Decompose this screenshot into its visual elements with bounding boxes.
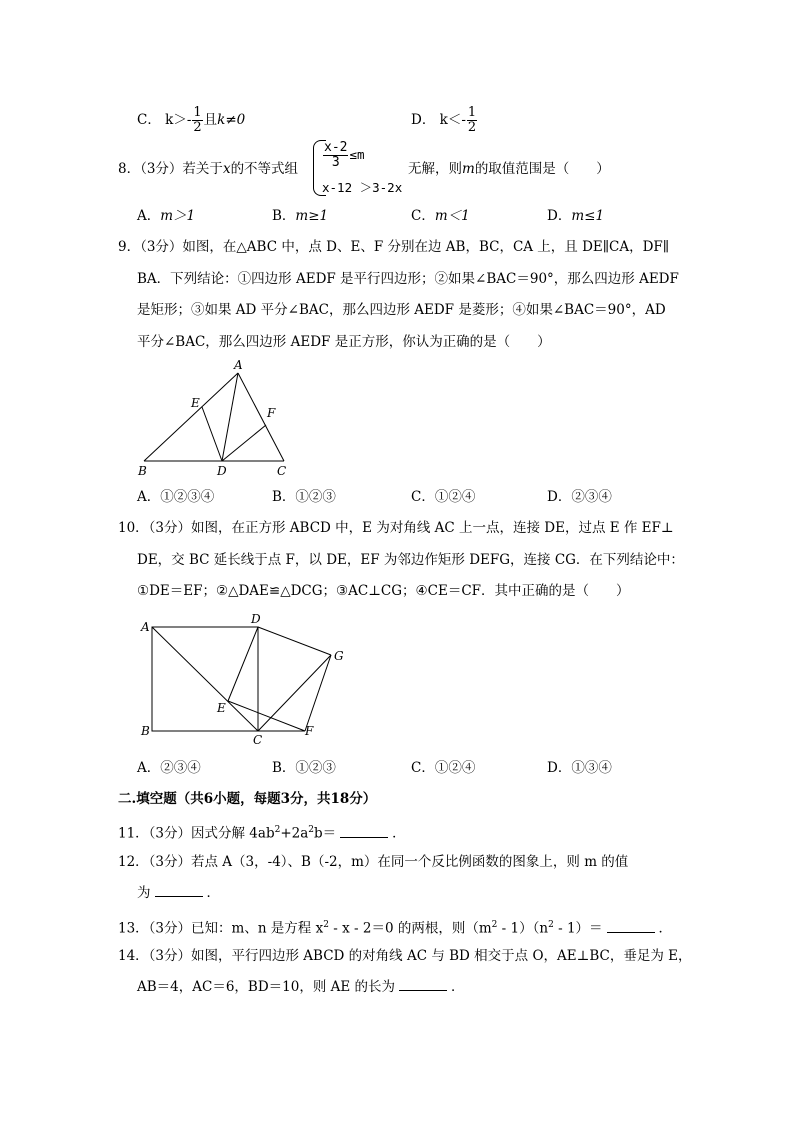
q9-line-3: 是矩形；③如果 AD 平分∠BAC，那么四边形 AEDF 是菱形；④如果∠BAC＝90°，AD xyxy=(137,302,666,318)
q9-line-1: 9．（3分）如图，在△ABC 中，点 D、E、F 分别在边 AB，BC，CA 上，且 DE∥CA，DF∥ xyxy=(118,239,670,255)
q8-stem: 8．（3分）若关于x的不等式组 xyxy=(118,161,299,177)
q8-option-d[interactable]: D．m≤1 xyxy=(547,208,605,224)
label-c: C xyxy=(277,464,287,478)
q10-option-b[interactable]: B．①②③ xyxy=(272,760,336,776)
q10-line-2: DE，交 BC 延长线于点 F，以 DE，EF 为邻边作矩形 DEFG，连接 CG．在下列结论中： xyxy=(137,552,684,568)
label-d: D xyxy=(217,464,227,478)
section-2-title: 二.填空题（共6小题，每题3分，共18分） xyxy=(118,791,377,807)
fraction: $\frac{1}{2}$ xyxy=(193,105,202,135)
q10-option-a[interactable]: A．②③④ xyxy=(137,760,201,776)
q10-line-3: ①DE＝EF；②△DAE≌△DCG；③AC⊥CG；④CE＝CF．其中正确的是（ ） xyxy=(137,583,630,599)
label-e: E xyxy=(191,396,200,410)
q10-line-1: 10．（3分）如图，在正方形 ABCD 中，E 为对角线 AC 上一点，连接 DE，过点 E 作 EF⊥ xyxy=(118,520,674,536)
q8-option-c[interactable]: C．m＜1 xyxy=(411,208,470,224)
q13: 13．（3分）已知：m、n 是方程 $x^2 - x - 2=0$ 的两根，则$(m^2 - 1)(n^2 - 1)=$ ． xyxy=(118,920,673,937)
q12-line-2: 为 ． xyxy=(137,885,220,901)
label-d: D xyxy=(251,612,261,626)
q12-line-1: 12．（3分）若点 A（3，-4）、B（-2，m）在同一个反比例函数的图象上，则 m 的值 xyxy=(118,854,629,870)
label-e: E xyxy=(217,701,226,715)
answer-blank[interactable] xyxy=(607,920,655,933)
q8-option-a[interactable]: A．m＞1 xyxy=(137,208,196,224)
q8-stem-end: 无解，则m的取值范围是（ ） xyxy=(408,161,610,177)
label-f: F xyxy=(267,406,276,420)
q11: 11．（3分）因式分解 $4ab^2+2a^2b=$ ． xyxy=(118,825,406,842)
answer-blank[interactable] xyxy=(340,825,388,838)
fraction: $\frac{1}{2}$ xyxy=(467,105,477,135)
q10-option-c[interactable]: C．①②④ xyxy=(411,760,476,776)
q10-option-d[interactable]: D．①③④ xyxy=(547,760,612,776)
answer-blank[interactable] xyxy=(155,884,203,897)
answer-blank[interactable] xyxy=(399,978,447,991)
label-a: A xyxy=(234,358,243,372)
fraction: $\frac{x-2}{3}$ xyxy=(324,140,348,170)
label-b: B xyxy=(141,724,150,738)
q7-option-c[interactable]: C． k＞- $\frac{1}{2}$ 且k≠0 xyxy=(137,105,246,135)
q14-line-1: 14．（3分）如图，平行四边形 ABCD 的对角线 AC 与 BD 相交于点 O，AE⊥BC，垂足为 E， xyxy=(118,948,692,964)
q8-ineq2: x-12 ＞3-2x xyxy=(322,180,403,195)
q9-option-b[interactable]: B．①②③ xyxy=(272,489,336,505)
q7-option-d[interactable]: D． k＜- $\frac{1}{2}$ xyxy=(411,105,477,135)
q9-option-c[interactable]: C．①②④ xyxy=(411,489,476,505)
label-f: F xyxy=(305,724,314,738)
label-g: G xyxy=(334,649,344,663)
label-a: A xyxy=(141,620,150,634)
q9-line-2: BA．下列结论：①四边形 AEDF 是平行四边形；②如果∠BAC＝90°，那么四边形 AEDF xyxy=(137,271,679,287)
q9-line-4: 平分∠BAC，那么四边形 AEDF 是正方形，你认为正确的是（ ） xyxy=(137,334,551,350)
label-c: C xyxy=(253,733,263,746)
q10-square-figure xyxy=(135,608,360,746)
q9-option-d[interactable]: D．②③④ xyxy=(547,489,612,505)
q8-option-b[interactable]: B．m≥1 xyxy=(272,208,329,224)
q9-triangle-figure xyxy=(130,355,310,480)
q14-line-2: AB＝4，AC＝6，BD＝10，则 AE 的长为 ． xyxy=(137,979,465,995)
q8-ineq1: $\frac{x-2}{3}$ ≤m xyxy=(324,140,365,170)
q9-option-a[interactable]: A．①②③④ xyxy=(137,489,215,505)
label-b: B xyxy=(138,464,147,478)
